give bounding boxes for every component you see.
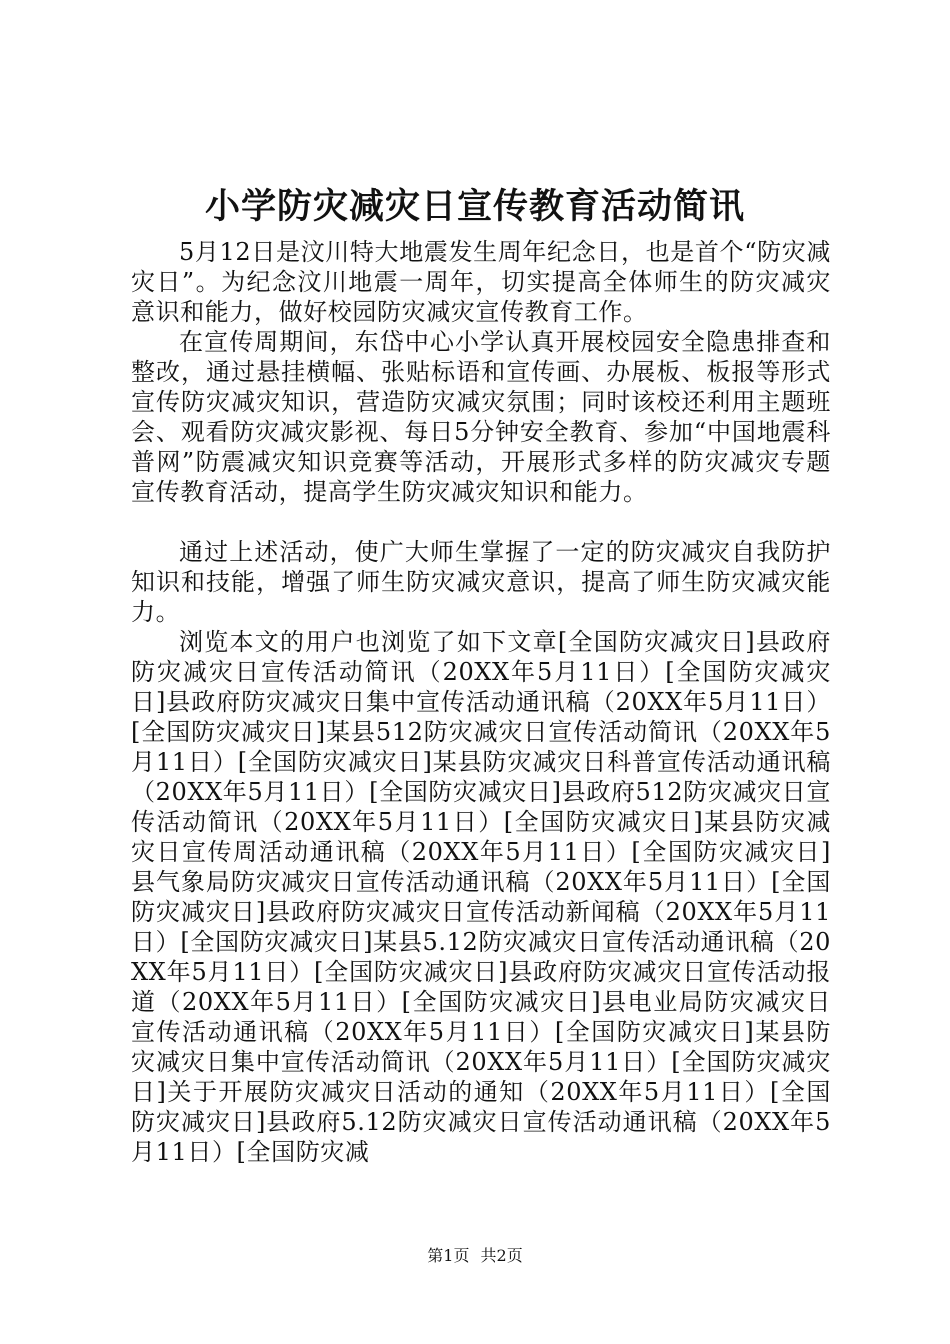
page-number-current: 第1页 [427, 1246, 470, 1265]
paragraph-results: 通过上述活动，使广大师生掌握了一定的防灾减灾自我防护知识和技能，增强了师生防灾减灾意识，提高了师生防灾减灾能力。 [131, 538, 831, 626]
page-number-total: 共2页 [480, 1246, 523, 1265]
paragraph-activities: 在宣传周期间，东岱中心小学认真开展校园安全隐患排查和整改，通过悬挂横幅、张贴标语和宣传画、办展板、板报等形式宣传防灾减灾知识，营造防灾减灾氛围；同时该校还利用主题班会、观看防灾减灾影视、每日5分钟安全教育、参加“中国地震科普网”防震减灾知识竞赛等活动，开展形式多样的防灾减灾专题宣传教育活动，提高学生防灾减灾知识和能力。 [131, 328, 831, 506]
page-footer [0, 1246, 950, 1266]
paragraph-related-articles: 浏览本文的用户也浏览了如下文章[全国防灾减灾日]县政府防灾减灾日宣传活动简讯（20XX年5月11日）[全国防灾减灾日]县政府防灾减灾日集中宣传活动通讯稿（20XX年5月11日）[全国防灾减灾日]某县512防灾减灾日宣传活动简讯（20XX年5月11日）[全国防灾减灾日]某县防灾减灾日科普宣传活动通讯稿（20XX年5月11日）[全国防灾减灾日]县政府512防灾减灾日宣传活动简讯（20XX年5月11日）[全国防灾减灾日]某县防灾减灾日宣传周活动通讯稿（20XX年5月11日）[全国防灾减灾日]县气象局防灾减灾日宣传活动通讯稿（20XX年5月11日）[全国防灾减灾日]县政府防灾减灾日宣传活动新闻稿（20XX年5月11日）[全国防灾减灾日]某县5.12防灾减灾日宣传活动通讯稿（20XX年5月11日）[全国防灾减灾日]县政府防灾减灾日宣传活动报道（20XX年5月11日）[全国防灾减灾日]县电业局防灾减灾日宣传活动通讯稿（20XX年5月11日）[全国防灾减灾日]某县防灾减灾日集中宣传活动简讯（20XX年5月11日）[全国防灾减灾日]关于开展防灾减灾日活动的通知（20XX年5月11日）[全国防灾减灾日]县政府5.12防灾减灾日宣传活动通讯稿（20XX年5月11日）[全国防灾减 [131, 628, 831, 1166]
document-title: 小学防灾减灾日宣传教育活动简讯 [204, 186, 745, 227]
document-body [131, 237, 831, 1167]
paragraph-intro: 5月12日是汶川特大地震发生周年纪念日，也是首个“防灾减灾日”。为纪念汶川地震一周年，切实提高全体师生的防灾减灾意识和能力，做好校园防灾减灾宣传教育工作。 [131, 238, 831, 326]
